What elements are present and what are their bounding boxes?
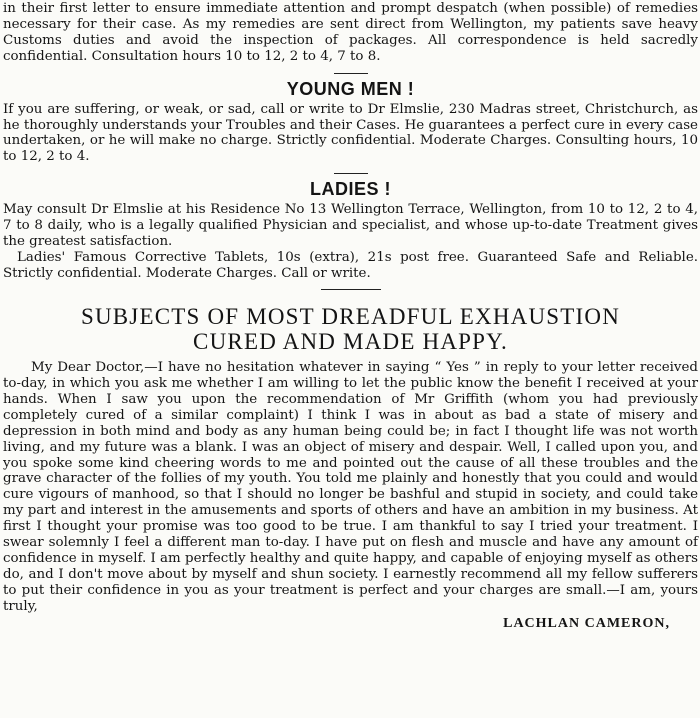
ladies-heading: LADIES ! (309, 179, 391, 200)
testimonial-signature: LACHLAN CAMERON, (503, 616, 670, 632)
testimonial-section (3, 304, 698, 632)
testimonial-letter: My Dear Doctor,—I have no hesitation whatever in saying “ Yes ” in reply to your letter received to-day, in which you ask me whether I am willing to let the public know the benefit I received at your hands. When I saw you upon the recommendation of Mr Griffith (whom you had previously completely cured of a similar complaint) I think I was in about as bad a state of misery and depression in both mind and body as any human being could be; in fact I thought life was not worth living, and my future was a blank. I was an object of misery and despair. Well, I called upon you, and you spoke some kind cheering words to me and pointed out the cause of all these troubles and the grave character of the follies of my youth. You told me plainly and honestly that you could and would cure vigours of manhood, so that I should no longer be bashful and stupid in society, and could take my part and interest in the amusements and sports of others and have an ambition in my business. At first I thought your promise was too good to be true. I am thankful to say I tried your treatment. I swear solemnly I feel a different man to-day. I have put on flesh and muscle and have any amount of confidence in myself. I am perfectly healthy and quite happy, and capable of enjoying myself as others do, and I don't move about by myself and shun society. I earnestly recommend all my fellow sufferers to put their confidence in you as your treatment is perfect and your charges are small.—I am, yours truly, (3, 359, 698, 615)
ladies-section (3, 179, 698, 282)
young-men-heading: YOUNG MEN ! (286, 78, 415, 99)
intro-paragraph: in their first letter to ensure immediate attention and prompt despatch (when possible) of remedies necessary for their case. As my remedies are sent direct from Wellington, my patients save heavy Customs duties and avoid the inspection of packages. All correspondence is held sacredly confidential. Consultation hours 10 to 12, 2 to 4, 7 to 8. (3, 1, 698, 64)
young-men-section (3, 79, 698, 166)
testimonial-heading-line2: CURED AND MADE HAPPY. (193, 328, 508, 354)
section-divider (334, 73, 368, 74)
ladies-tablets-paragraph: Ladies' Famous Corrective Tablets, 10s (extra), 21s post free. Guaranteed Safe and Reliable. Strictly confidential. Moderate Charges. Call or write. (3, 249, 698, 281)
ladies-paragraph: May consult Dr Elmslie at his Residence No 13 Wellington Terrace, Wellington, from 10 to 12, 2 to 4, 7 to 8 daily, who is a legally qualified Physician and specialist, and whose up-to-date Treatment gives the greatest satisfaction. (3, 202, 698, 250)
young-men-paragraph: If you are suffering, or weak, or sad, call or write to Dr Elmslie, 230 Madras street, Christchurch, as he thoroughly understands your Troubles and their Cases. He guarantees a perfect cure in every case undertaken, or he will make no charge. Strictly confidential. Moderate Charges. Consulting hours, 10 to 12, 2 to 4. (3, 101, 698, 165)
testimonial-heading-line1: SUBJECTS OF MOST DREADFUL EXHAUSTION (80, 303, 621, 329)
section-divider (321, 289, 381, 290)
section-divider (334, 173, 368, 174)
